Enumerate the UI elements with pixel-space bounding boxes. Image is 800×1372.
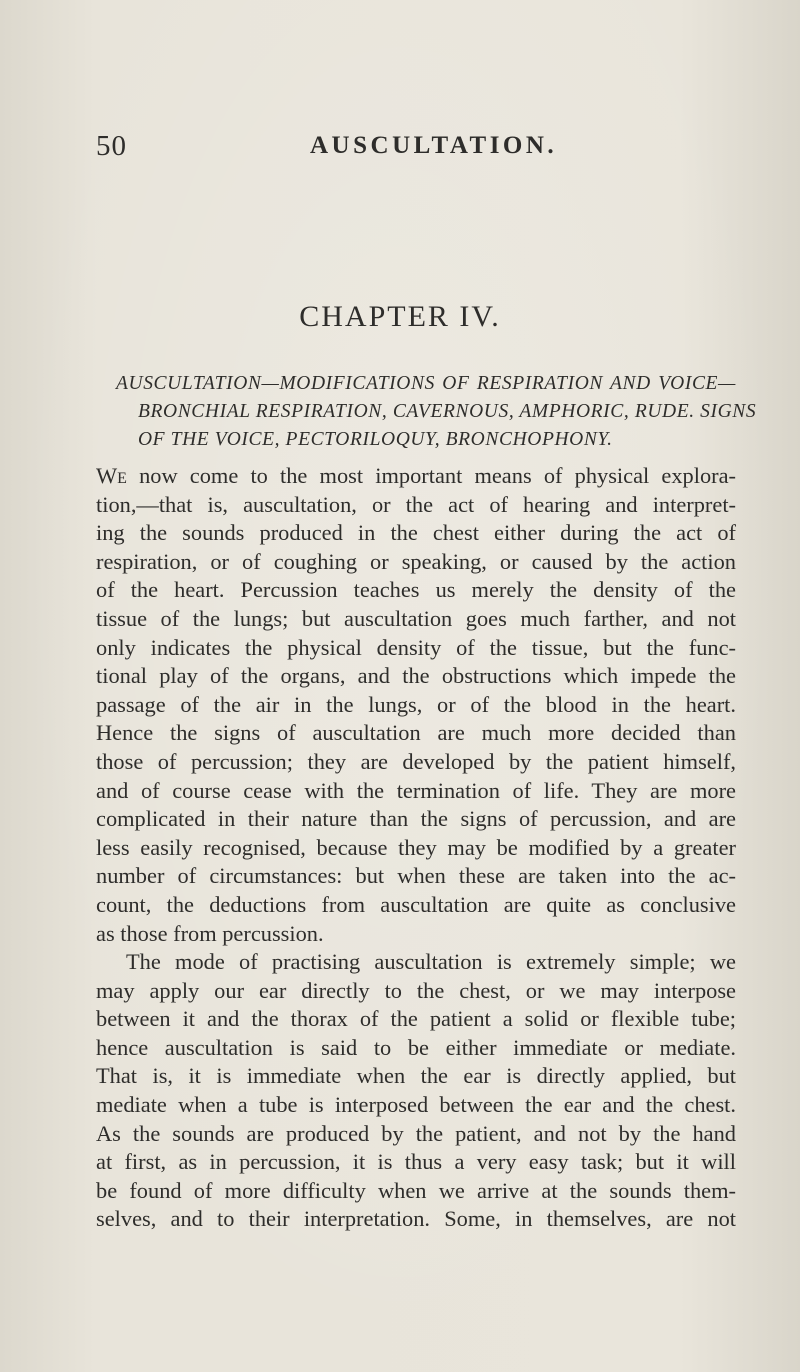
text-line: number of circumstances: but when these are taken into the ac-: [96, 863, 736, 889]
text-line: tissue of the lungs; but auscultation goes much farther, and not: [96, 605, 736, 631]
drop-word: We: [96, 463, 127, 488]
text-line: Hence the signs of auscultation are much more decided than: [96, 720, 736, 746]
text-line: As the sounds are produced by the patient, and not by the hand: [96, 1120, 736, 1146]
text-line: be found of more difficulty when we arrive at the sounds them-: [96, 1177, 736, 1203]
text-line: tional play of the organs, and the obstructions which impede the: [96, 663, 736, 689]
chapter-title: CHAPTER IV.: [299, 300, 501, 333]
running-head: [96, 130, 736, 170]
text-line: and of course cease with the termination of life. They are more: [96, 777, 736, 803]
summary-line: AUSCULTATION—MODIFICATIONS OF RESPIRATION AND VOICE—: [116, 373, 736, 394]
text-line: complicated in their nature than the signs of percussion, and are: [96, 806, 736, 832]
text-line: less easily recognised, because they may be modified by a greater: [96, 834, 736, 860]
chapter-summary: [116, 370, 757, 454]
running-title: AUSCULTATION.: [310, 132, 558, 159]
text-line: count, the deductions from auscultation are quite as conclusive: [96, 891, 736, 917]
text-line: only indicates the physical density of the tissue, but the func-: [96, 634, 736, 660]
text-line: ing the sounds produced in the chest either during the act of: [96, 520, 736, 546]
text-line: mediate when a tube is interposed between the ear and the chest.: [96, 1092, 736, 1118]
text-line: at first, as in percussion, it is thus a very easy task; but it will: [96, 1149, 736, 1175]
paragraph-1-first-line: [96, 462, 736, 491]
text-line: selves, and to their interpretation. Some, in themselves, are not: [96, 1206, 736, 1232]
text-line: those of percussion; they are developed by the patient himself,: [96, 748, 736, 774]
text-line: may apply our ear directly to the chest, or we may interpose: [96, 977, 736, 1003]
text-line: tion,—that is, auscultation, or the act of hearing and interpret-: [96, 491, 736, 517]
paragraph-2-first-line: The mode of practising auscultation is extremely simple; we: [126, 949, 736, 975]
summary-line: BRONCHIAL RESPIRATION, CAVERNOUS, AMPHORIC, RUDE. SIGNS: [138, 401, 757, 422]
text-line: That is, it is immediate when the ear is directly applied, but: [96, 1063, 736, 1089]
text-line: as those from percussion.: [96, 920, 324, 946]
text-line: respiration, or of coughing or speaking, or caused by the action: [96, 548, 736, 574]
page-number: 50: [96, 130, 127, 162]
first-line-rest: now come to the most important means of physical explora-: [126, 463, 736, 488]
text-line: of the heart. Percussion teaches us merely the density of the: [96, 577, 736, 603]
summary-line: OF THE VOICE, PECTORILOQUY, BRONCHOPHONY.: [138, 429, 613, 450]
body-text: [96, 462, 736, 1234]
text-line: between it and the thorax of the patient a solid or flexible tube;: [96, 1006, 736, 1032]
text-line: passage of the air in the lungs, or of the blood in the heart.: [96, 691, 736, 717]
text-line: hence auscultation is said to be either immediate or mediate.: [96, 1034, 736, 1060]
